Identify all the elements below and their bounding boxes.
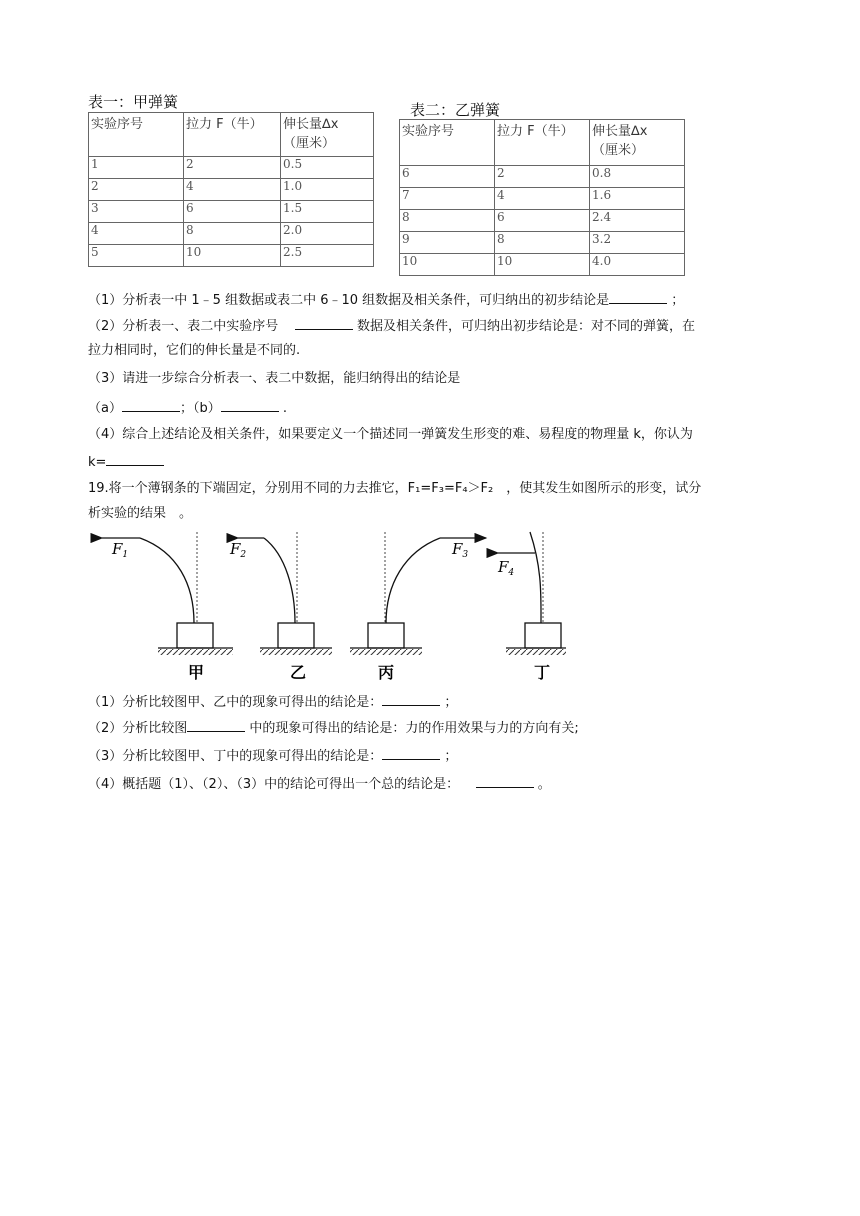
force-label-f2: $F_2$ bbox=[230, 540, 247, 560]
q18-part3-label-a: （a） bbox=[88, 401, 122, 416]
table1-header-extension-line2: （厘米） bbox=[283, 136, 336, 151]
q18-part2-text-b: 数据及相关条件，可归纳出初步结论是：对不同的弹簧，在 bbox=[356, 319, 695, 334]
q19-part1-text: （1）分析比较图甲、乙中的现象可得出的结论是： bbox=[88, 695, 383, 710]
q19-part3-end: ； bbox=[444, 749, 458, 764]
q19-part3-text: （3）分析比较图甲、丁中的现象可得出的结论是： bbox=[88, 749, 383, 764]
q18-part2-text-a: （2）分析表一、表二中实验序号 bbox=[88, 319, 279, 334]
figure-ding bbox=[497, 532, 566, 682]
table1-header-force: 拉力 F（牛） bbox=[184, 113, 281, 157]
table-cell: 6 bbox=[495, 210, 590, 232]
table-cell: 7 bbox=[400, 188, 495, 210]
table-row bbox=[400, 254, 685, 276]
table1-header-extension-line1: 伸长量∆x bbox=[283, 117, 339, 132]
answer-blank[interactable] bbox=[382, 692, 440, 706]
table-cell: 10 bbox=[184, 245, 281, 267]
q18-part4-answer bbox=[88, 452, 164, 472]
table2-header-extension bbox=[590, 120, 685, 166]
q19-part2-text-b: 中的现象可得出的结论是：力的作用效果与力的方向有关; bbox=[249, 721, 579, 736]
table1-header-index: 实验序号 bbox=[89, 113, 184, 157]
q18-part4: （4）综合上述结论及相关条件，如果要定义一个描述同一弹簧发生形变的难、易程度的物理量 k，你认为 bbox=[88, 427, 693, 442]
q19-part4 bbox=[88, 774, 551, 794]
table-cell: 2 bbox=[184, 157, 281, 179]
table-row bbox=[89, 201, 374, 223]
table-cell: 2 bbox=[89, 179, 184, 201]
q18-part2 bbox=[88, 316, 695, 336]
figure-jia bbox=[102, 532, 233, 682]
table-cell: 8 bbox=[400, 210, 495, 232]
answer-blank[interactable] bbox=[476, 774, 534, 788]
figure-yi bbox=[229, 532, 332, 682]
q18-part1-text: （1）分析表一中 1﹣5 组数据或表二中 6﹣10 组数据及相关条件，可归纳出的初步结论是 bbox=[88, 293, 610, 308]
table1 bbox=[88, 112, 374, 267]
table-cell: 2 bbox=[495, 166, 590, 188]
table-cell: 10 bbox=[495, 254, 590, 276]
table-row bbox=[400, 188, 685, 210]
answer-blank[interactable] bbox=[106, 452, 164, 466]
answer-blank[interactable] bbox=[609, 290, 667, 304]
table-cell: 4 bbox=[184, 179, 281, 201]
answer-blank[interactable] bbox=[187, 718, 245, 732]
q19-part1 bbox=[88, 692, 457, 712]
table1-header-extension bbox=[281, 113, 374, 157]
table-cell: 3 bbox=[89, 201, 184, 223]
table-cell: 2.5 bbox=[281, 245, 374, 267]
q19-intro: 19.将一个薄钢条的下端固定，分别用不同的力去推它，F₁=F₃=F₄＞F₂ ，使其发生如图所示的形变，试分 bbox=[88, 481, 702, 496]
table-cell: 0.5 bbox=[281, 157, 374, 179]
figure-bing bbox=[350, 532, 486, 682]
q18-part3: （3）请进一步综合分析表一、表二中数据，能归纳得出的结论是 bbox=[88, 371, 461, 386]
answer-blank[interactable] bbox=[221, 398, 279, 412]
table-cell: 1.0 bbox=[281, 179, 374, 201]
q19-part3 bbox=[88, 746, 457, 766]
table-cell: 3.2 bbox=[590, 232, 685, 254]
figure-label-ding: 丁 bbox=[534, 663, 551, 682]
table-row bbox=[89, 245, 374, 267]
table-cell: 4.0 bbox=[590, 254, 685, 276]
q18-part1-end: ； bbox=[671, 293, 685, 308]
table-row bbox=[89, 179, 374, 201]
answer-blank[interactable] bbox=[122, 398, 180, 412]
answer-blank[interactable] bbox=[295, 316, 353, 330]
table-row bbox=[89, 223, 374, 245]
table-row bbox=[400, 232, 685, 254]
figure-label-yi: 乙 bbox=[290, 663, 307, 682]
table2-title: 表二：乙弹簧 bbox=[410, 101, 501, 119]
q19-intro-cont: 析实验的结果 。 bbox=[88, 506, 193, 521]
q18-part4-k-label: k= bbox=[88, 455, 107, 470]
answer-blank[interactable] bbox=[382, 746, 440, 760]
table-cell: 2.4 bbox=[590, 210, 685, 232]
table-cell: 6 bbox=[400, 166, 495, 188]
table-cell: 1.6 bbox=[590, 188, 685, 210]
table1-title: 表一：甲弹簧 bbox=[88, 93, 179, 111]
table2 bbox=[399, 119, 685, 276]
table-row bbox=[89, 157, 374, 179]
table-cell: 4 bbox=[495, 188, 590, 210]
table2-header-extension-line2: （厘米） bbox=[592, 143, 645, 158]
table-row bbox=[400, 166, 685, 188]
table-cell: 2.0 bbox=[281, 223, 374, 245]
q19-part2-text-a: （2）分析比较图 bbox=[88, 721, 188, 736]
q18-part3-answers bbox=[88, 398, 287, 418]
table-cell: 8 bbox=[495, 232, 590, 254]
q19-part4-end: 。 bbox=[537, 777, 551, 792]
table-cell: 5 bbox=[89, 245, 184, 267]
table-cell: 9 bbox=[400, 232, 495, 254]
force-label-f4: $F_4$ bbox=[498, 558, 515, 578]
q19-part1-end: ； bbox=[444, 695, 458, 710]
table-cell: 6 bbox=[184, 201, 281, 223]
figure-label-jia: 甲 bbox=[188, 663, 205, 682]
table-cell: 8 bbox=[184, 223, 281, 245]
figure-label-bing: 丙 bbox=[378, 663, 395, 682]
table-cell: 1 bbox=[89, 157, 184, 179]
table-cell: 1.5 bbox=[281, 201, 374, 223]
q18-part3-label-b: ；（b） bbox=[179, 401, 221, 416]
table-cell: 4 bbox=[89, 223, 184, 245]
steel-strip-figure bbox=[88, 530, 568, 688]
q19-part2 bbox=[88, 718, 579, 738]
q18-part3-end: . bbox=[282, 401, 288, 416]
q18-part2-cont: 拉力相同时，它们的伸长量是不同的. bbox=[88, 343, 301, 358]
table-cell: 10 bbox=[400, 254, 495, 276]
table-row bbox=[400, 210, 685, 232]
table2-header-force: 拉力 F（牛） bbox=[495, 120, 590, 166]
table-cell: 0.8 bbox=[590, 166, 685, 188]
force-label-f3: $F_3$ bbox=[452, 540, 469, 560]
table2-header-extension-line1: 伸长量∆x bbox=[592, 124, 648, 139]
table2-header-index: 实验序号 bbox=[400, 120, 495, 166]
q19-part4-text: （4）概括题（1）、（2）、（3）中的结论可得出一个总的结论是： bbox=[88, 777, 460, 792]
q18-part1 bbox=[88, 290, 684, 310]
force-label-f1: $F_1$ bbox=[112, 540, 129, 560]
